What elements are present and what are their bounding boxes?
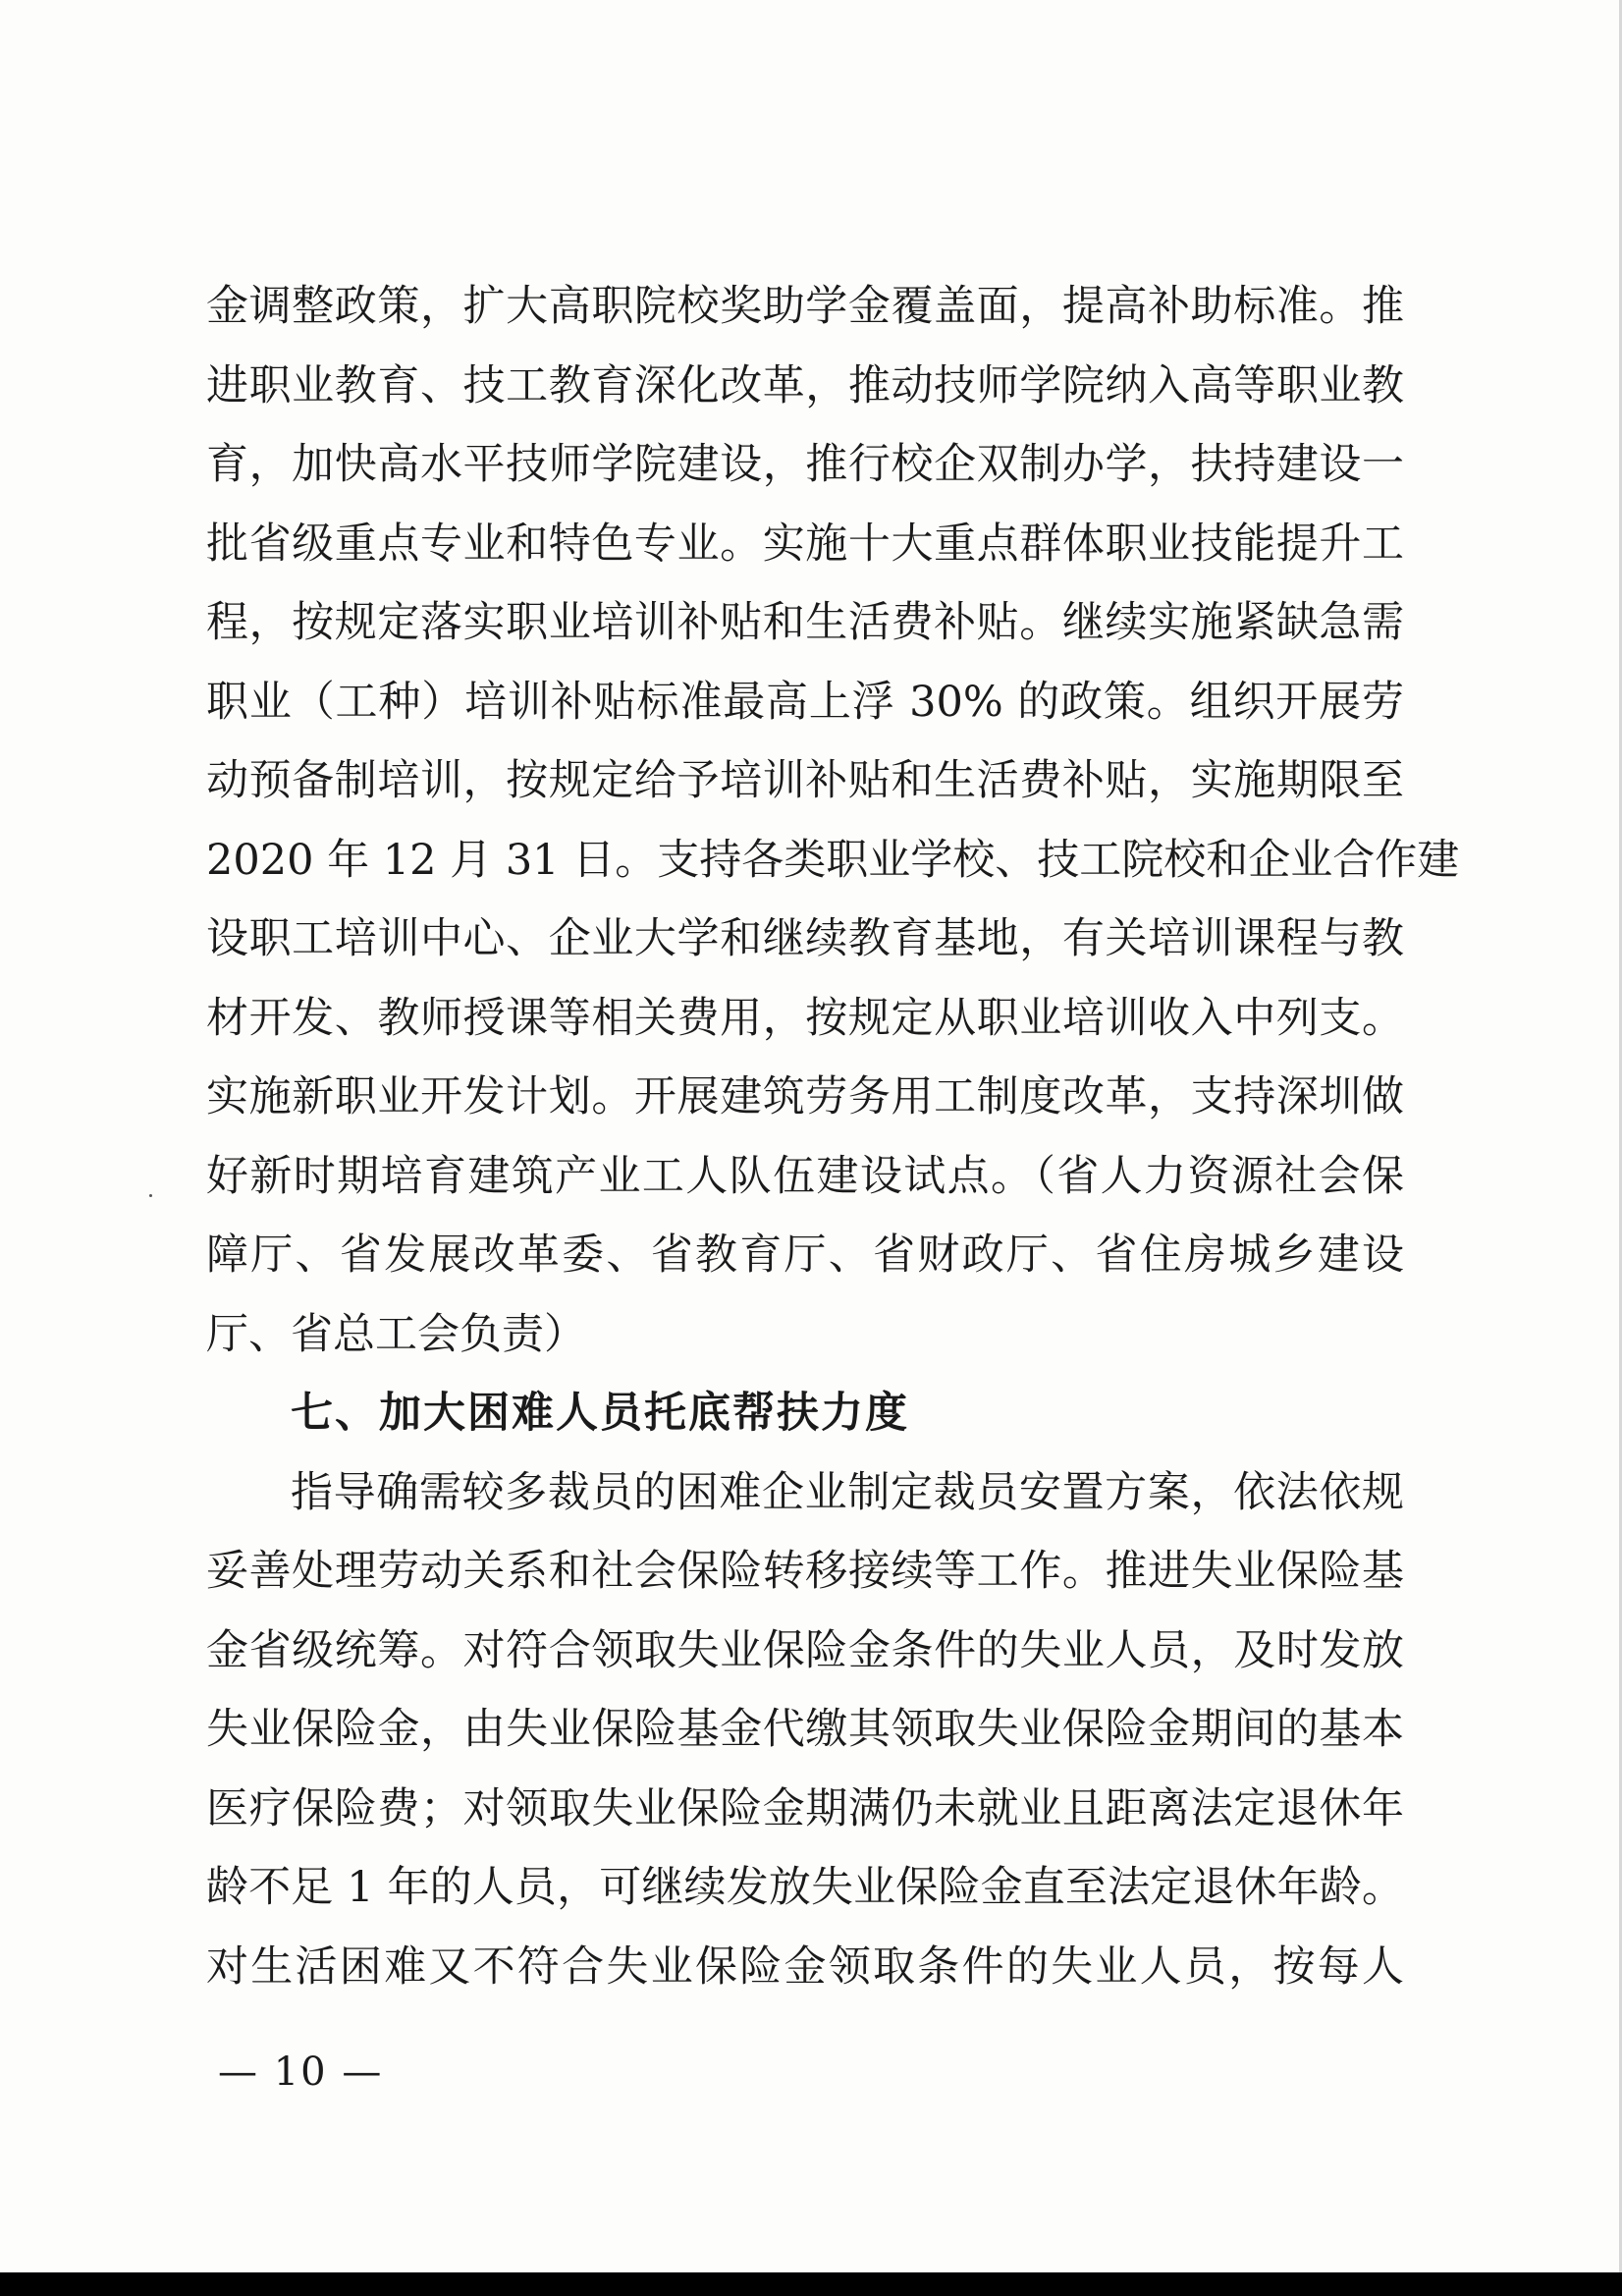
text-line: 金省级统筹。对符合领取失业保险金条件的失业人员，及时发放	[206, 1625, 1404, 1675]
text-line: 实施新职业开发计划。开展建筑劳务用工制度改革，支持深圳做	[206, 1072, 1404, 1121]
text-line: 设职工培训中心、企业大学和继续教育基地，有关培训课程与教	[206, 914, 1404, 963]
text-line: 龄不足 1 年的人员，可继续发放失业保险金直至法定退休年龄。	[206, 1863, 1404, 1912]
text-line: 医疗保险费；对领取失业保险金期满仍未就业且距离法定退休年	[206, 1783, 1404, 1833]
text-line: 材开发、教师授课等相关费用，按规定从职业培训收入中列支。	[206, 993, 1404, 1043]
text-line: 批省级重点专业和特色专业。实施十大重点群体职业技能提升工	[206, 519, 1404, 569]
text-line: 失业保险金，由失业保险基金代缴其领取失业保险金期间的基本	[206, 1705, 1404, 1754]
text-line: 职业（工种）培训补贴标准最高上浮 30% 的政策。组织开展劳	[206, 677, 1404, 727]
text-line: 对生活困难又不符合失业保险金领取条件的失业人员，按每人	[206, 1941, 1404, 1992]
text-line: 育，加快高水平技师学院建设，推行校企双制办学，扶持建设一	[206, 440, 1404, 489]
page-number: — 10 —	[218, 2050, 384, 2095]
body-text	[206, 267, 1460, 2006]
text-line: 2020 年 12 月 31 日。支持各类职业学校、技工院校和企业合作建	[206, 835, 1460, 885]
text-line: 好新时期培育建筑产业工人队伍建设试点。（省人力资源社会保	[206, 1151, 1404, 1201]
section-heading: 七、加大困难人员托底帮扶力度	[291, 1389, 909, 1438]
text-line: 程，按规定落实职业培训补贴和生活费补贴。继续实施紧缺急需	[206, 598, 1404, 647]
text-line: 妥善处理劳动关系和社会保险转移接续等工作。推进失业保险基	[206, 1547, 1404, 1596]
paragraph-2	[206, 1453, 1404, 2007]
text-line: 指导确需较多裁员的困难企业制定裁员安置方案，依法依规	[291, 1467, 1404, 1517]
scan-bottom-border	[0, 2272, 1622, 2296]
text-line: 障厅、省发展改革委、省教育厅、省财政厅、省住房城乡建设	[206, 1230, 1404, 1280]
paragraph-1	[206, 267, 1460, 1374]
text-line: 动预备制培训，按规定给予培训补贴和生活费补贴，实施期限至	[206, 756, 1404, 805]
scan-speck	[149, 1194, 152, 1197]
text-line: 厅、省总工会负责）	[206, 1309, 586, 1359]
text-line: 金调整政策，扩大高职院校奖助学金覆盖面，提高补助标准。推	[206, 282, 1404, 331]
text-line: 进职业教育、技工教育深化改革，推动技师学院纳入高等职业教	[206, 360, 1404, 410]
